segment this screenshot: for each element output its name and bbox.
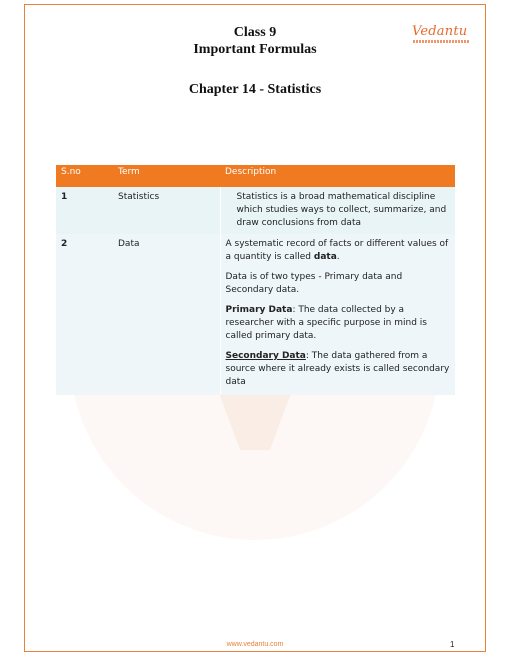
bold-term: Primary Data — [225, 305, 293, 315]
footer-link[interactable]: www.vedantu.com — [226, 641, 284, 648]
text-span: : The data gathered from a source where it already exists is called secondary data — [225, 351, 450, 387]
text-span: . — [336, 252, 340, 262]
description-paragraph — [226, 238, 451, 264]
table-row — [56, 187, 455, 234]
bold-term: data — [313, 252, 337, 262]
header-description: Description — [220, 165, 455, 187]
bold-term: Secondary Data — [225, 351, 306, 361]
chapter-title: Chapter 14 - Statistics — [188, 82, 322, 97]
cell-term: Data — [113, 234, 220, 395]
text-span: : The data collected by a researcher with a specific purpose in mind is called primary data. — [225, 305, 427, 341]
table-row — [56, 234, 455, 395]
logo-tagline — [413, 40, 469, 43]
text-span: A systematic record of facts or different values of a quantity is called — [225, 239, 449, 262]
cell-description: Statistics is a broad mathematical discipline which studies ways to collect, summarize, and draw conclusions from data — [220, 187, 455, 234]
cell-description — [220, 234, 455, 395]
description-paragraph: Data is of two types - Primary data and Secondary data. — [225, 272, 403, 295]
description-paragraph — [226, 304, 451, 343]
description-paragraph — [226, 350, 451, 389]
class-label: Class 9 — [233, 25, 277, 40]
cell-term: Statistics — [113, 187, 220, 234]
table-header-row — [56, 165, 455, 187]
header-sno: S.no — [56, 165, 113, 187]
page-number: 1 — [450, 640, 455, 649]
cell-sno: 1 — [56, 187, 113, 234]
logo-text: Vedantu — [412, 24, 468, 39]
header-term: Term — [113, 165, 220, 187]
vedantu-logo — [412, 24, 472, 48]
formulas-table — [56, 165, 455, 395]
cell-sno: 2 — [56, 234, 113, 395]
document-title: Important Formulas — [193, 42, 317, 57]
